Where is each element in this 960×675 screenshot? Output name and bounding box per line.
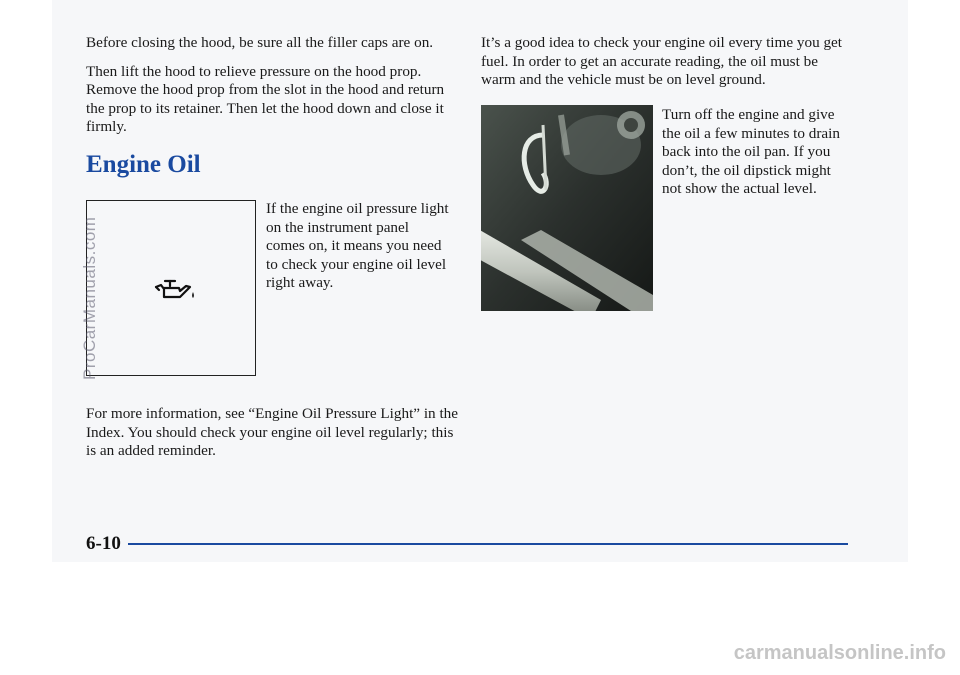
drain-oil-paragraph: Turn off the engine and give the oil a few minutes to drain back into the oil pan. If you don’t, the oil dipstick might not show the actual level. [662,106,840,197]
symbol-explanation [266,200,451,303]
dipstick-photo [481,105,653,311]
oil-pressure-light-text: If the engine oil pressure light on the instrument panel comes on, it means you need to check your engine oil level right away. [266,200,449,291]
check-oil-paragraph: It’s a good idea to check your engine oil every time you get fuel. In order to get an accurate reading, the oil must be warm and the vehicle must be on level ground. [481,34,843,88]
more-info-block [86,405,466,471]
bottom-watermark: carmanualsonline.info [733,642,946,664]
more-info-paragraph: For more information, see “Engine Oil Pressure Light” in the Index. You should check your engine oil level regularly; this is an added reminder. [86,405,459,459]
section-heading: Engine Oil [86,150,201,178]
side-watermark: ProCarManuals.com [80,216,99,380]
oil-can-icon [153,276,195,304]
filler-caps-paragraph: Before closing the hood, be sure all the filler caps are on. [86,34,434,51]
left-column [86,34,450,179]
page-number: 6-10 [86,533,121,554]
hood-prop-paragraph: Then lift the hood to relieve pressure on the hood prop. Remove the hood prop from the slot in the hood and return the prop to its retainer. Then let the hood down and close it firmly. [86,62,445,135]
oil-pressure-symbol-box [86,200,256,376]
right-column [481,34,853,100]
dipstick-photo-image [481,105,653,311]
footer-rule [128,543,848,545]
photo-caption [662,106,854,209]
